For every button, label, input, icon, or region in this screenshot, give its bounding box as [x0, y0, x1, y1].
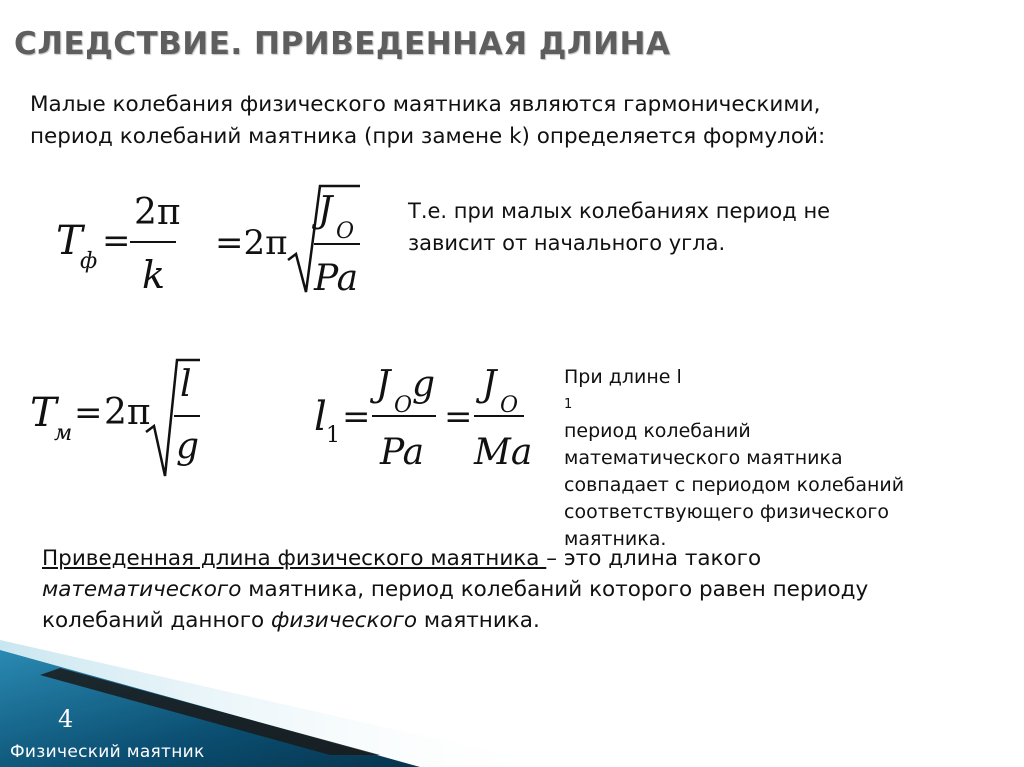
f3-den2: Ma — [474, 432, 533, 473]
note-line-2: зависит от начального угла. — [408, 231, 726, 255]
note2-line-5: маятника. — [564, 528, 667, 550]
f3-den1: Pa — [380, 432, 425, 473]
intro-text — [30, 89, 990, 153]
f1-root-num-sub: O — [336, 219, 355, 244]
note2-line-1-a: При длине l — [564, 366, 682, 388]
f2-T-sub: м — [54, 421, 73, 446]
f1-T-sub: ф — [80, 249, 98, 274]
formula-reduced-length — [308, 360, 538, 475]
footer-label: Физический маятник — [10, 742, 205, 762]
f3-num-J: J — [376, 364, 391, 405]
def-line-3-b: маятника. — [417, 608, 540, 633]
f3-num2-sub: O — [500, 393, 519, 418]
intro-line-1: Малые колебания физического маятника являются гармоническими, — [30, 92, 821, 117]
def-term: Приведенная длина физического маятника — [42, 546, 547, 571]
f2-root-den: g — [176, 426, 200, 467]
f3-l-sub: 1 — [326, 423, 340, 448]
f1-num: 2π — [134, 192, 181, 233]
note2-line-1-sub: 1 — [564, 397, 573, 412]
f2-T: T — [30, 390, 57, 436]
f3-num-sub: O — [394, 393, 413, 418]
def-italic-1: математического — [42, 577, 242, 602]
f2-eq: = — [74, 393, 103, 433]
f1-eq: = — [102, 221, 131, 261]
f3-eq2: = — [444, 397, 473, 437]
f1-eq2: =2π — [215, 223, 288, 263]
note2-line-1-b: период колебаний — [564, 420, 751, 442]
f1-den: k — [142, 253, 166, 297]
note2-line-1 — [564, 364, 904, 445]
note-equivalent-length — [564, 364, 904, 553]
note-line-1: Т.е. при малых колебаниях период не — [408, 199, 831, 223]
slide-number: 4 — [58, 705, 74, 733]
def-line-2 — [42, 574, 868, 605]
def-italic-2: физического — [270, 608, 418, 633]
f1-root-den: Pa — [314, 258, 359, 299]
f1-root-num: J — [318, 190, 333, 231]
def-line-3-a: колебаний данного — [42, 608, 271, 633]
def-line-1 — [42, 543, 868, 574]
formula-physical-period — [50, 178, 380, 303]
intro-line-2: период колебаний маятника (при замене k) определяется формулой: — [30, 124, 826, 149]
f3-num-g: g — [412, 364, 436, 405]
f3-l: l — [314, 394, 327, 440]
def-rest-1: маятника, период колебаний которого равен периоду — [241, 577, 869, 602]
note2-line-4: соответствующего физического — [564, 501, 890, 523]
definition-text — [42, 543, 868, 636]
slide-title: СЛЕДСТВИЕ. ПРИВЕДЕННАЯ ДЛИНА — [14, 26, 671, 62]
f2-coef: 2π — [104, 392, 151, 433]
formula-math-period — [28, 352, 218, 482]
f3-eq: = — [342, 397, 371, 437]
f2-root-num: l — [180, 364, 192, 405]
def-line-3 — [42, 605, 868, 636]
note-amplitude — [408, 195, 830, 259]
def-dash: – это длина такого — [546, 546, 762, 571]
f3-num2-J: J — [482, 364, 497, 405]
note2-line-3: совпадает с периодом колебаний — [564, 474, 905, 496]
f1-T: T — [56, 218, 83, 264]
note2-line-2: математического маятника — [564, 447, 843, 469]
